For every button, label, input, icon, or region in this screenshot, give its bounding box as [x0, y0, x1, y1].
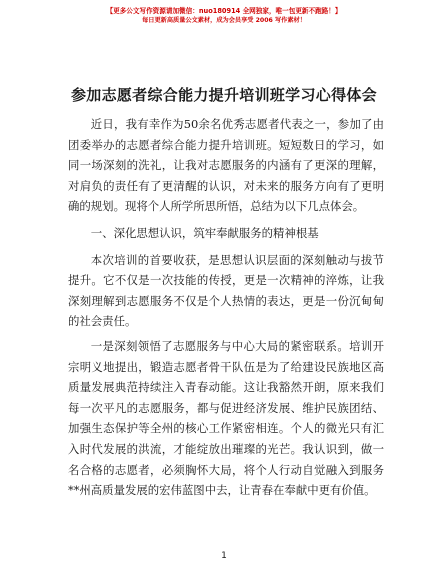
section-heading: 一、深化思想认识，筑牢奉献服务的精神根基 — [90, 225, 319, 240]
promo-banner-line-1: 【更多公文写作资源请加微信：nuo180914 全网独家，唯一包更新不跑路！】 — [106, 7, 342, 15]
paragraph-point-one: 一是深刻领悟了志愿服务与中心大局的紧密联系。培训开宗明义地提出，锻造志愿者骨干队伍是为了给建设民族地区高质量发展典范持续注入青春动能。这让我豁然开朗，原来我们每一次平凡的志愿服务，都与促进经济发展、维护民族团结、加强生态保护等全州的核心工作紧密相连。个人的微光只有汇入时代发展的洪流，才能绽放出璀璨的光芒。我认识到，做一名合格的志愿者，必须胸怀大局，将个人行动自觉融入到服务**州高质量发展的宏伟蓝图中去，让青春在奉献中更有价值。 — [68, 338, 384, 498]
promo-banner — [0, 6, 448, 26]
page-number: 1 — [221, 551, 227, 561]
promo-banner-line-2: 每日更新高质量公文素材，成为会员享受 2006 写作素材！ — [142, 17, 306, 24]
document-body — [68, 114, 384, 505]
paragraph-intro: 近日，我有幸作为50余名优秀志愿者代表之一，参加了由团委举办的志愿者综合能力提升培训班。短短数日的学习，如同一场深刻的洗礼，让我对志愿服务的内涵有了更深的理解，对肩负的责任有了更清醒的认识，对未来的服务方向有了更明确的规划。现将个人所学所思所悟，总结为以下几点体会。 — [68, 117, 384, 214]
paragraph-section-intro: 本次培训的首要收获，是思想认识层面的深刻触动与拔节提升。它不仅是一次技能的传授，更是一次精神的淬炼，让我深刻理解到志愿服务不仅是个人热情的表达，更是一份沉甸甸的社会责任。 — [68, 252, 384, 329]
document-title: 参加志愿者综合能力提升培训班学习心得体会 — [70, 86, 377, 104]
